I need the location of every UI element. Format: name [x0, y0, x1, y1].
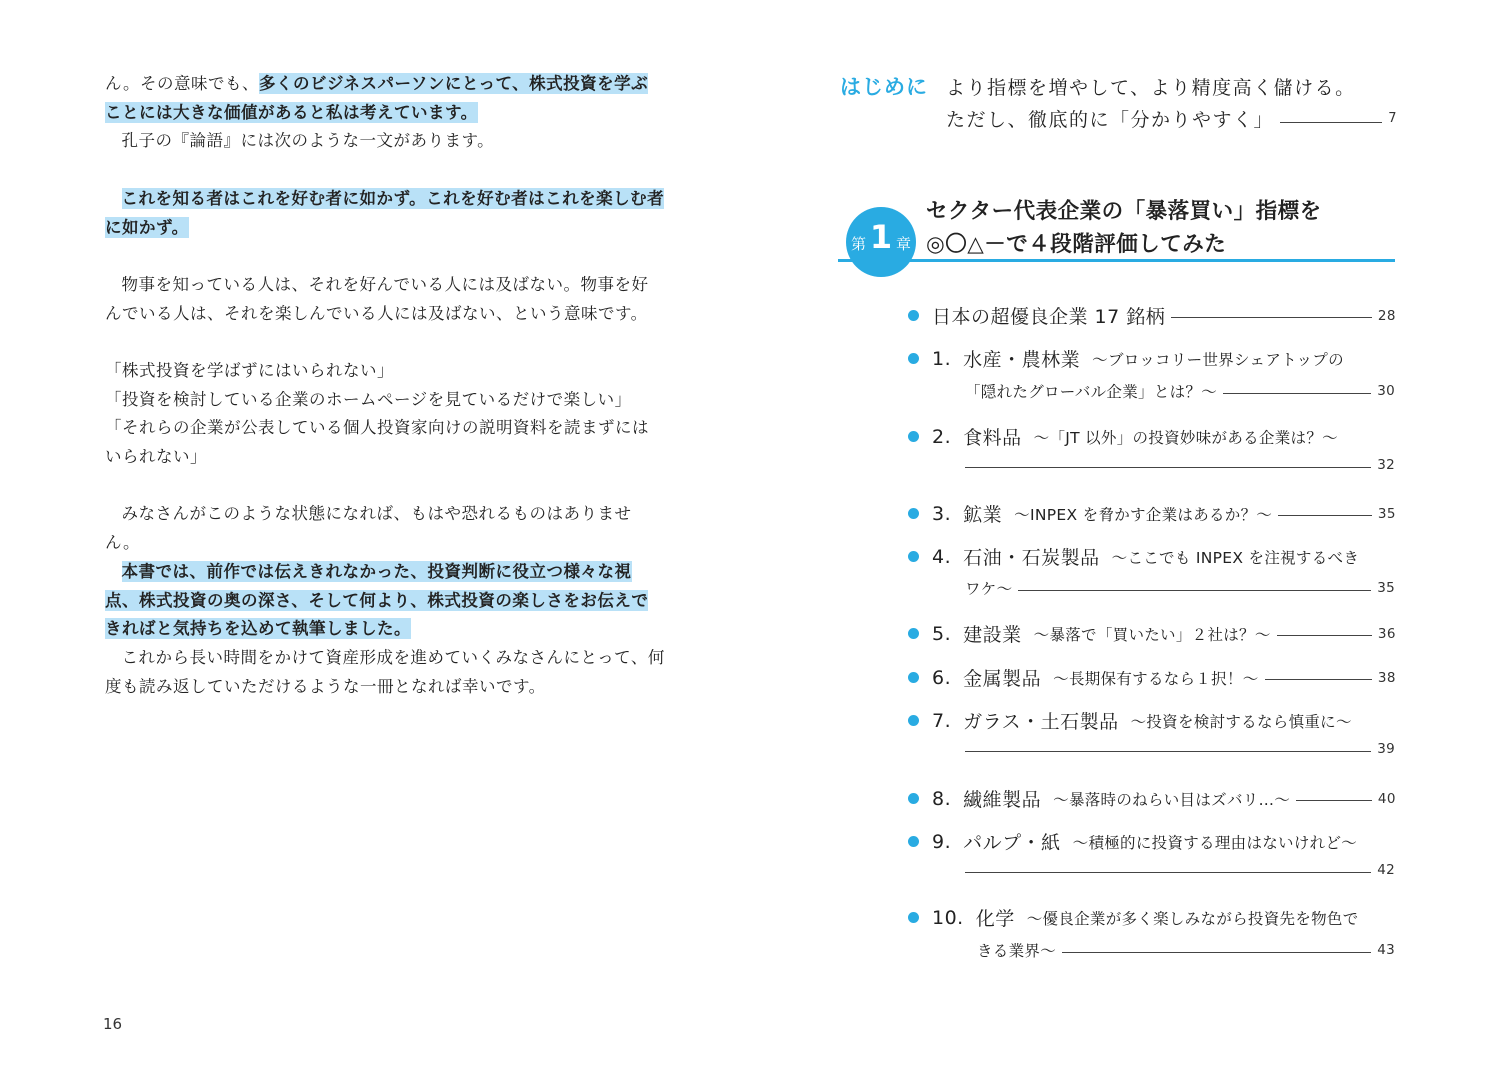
toc-entry[interactable]: [908, 500, 1396, 527]
toc-entry-name: パルプ・紙: [963, 832, 1061, 854]
bullet-icon: [908, 628, 919, 639]
bullet-icon: [908, 551, 919, 562]
toc-entry-name: 繊維製品: [963, 789, 1042, 811]
toc-entry-subtitle: ～暴落時のねらい目はズバリ…～: [1053, 790, 1291, 809]
paragraph-2: 孔子の『論語』には次のような一文があります。: [121, 131, 495, 151]
toc-entry[interactable]: [908, 543, 1396, 570]
bullet-icon: [908, 715, 919, 726]
quote-line-2: 「投資を検討している企業のホームページを見ているだけで楽しい」: [105, 389, 632, 409]
toc-entry-subtitle: ～優良企業が多く楽しみながら投資先を物色で: [1026, 909, 1359, 928]
intro-label[interactable]: はじめに: [840, 75, 928, 99]
leader-line: [965, 751, 1371, 752]
chapter-badge: [846, 207, 916, 277]
quote-line-3: 「それらの企業が公表している個人投資家向けの説明資料を読まずにはいられない」: [105, 418, 649, 467]
toc-entry-name: 石油・石炭製品: [963, 547, 1100, 569]
toc-page-number: 42: [1377, 862, 1395, 878]
toc-entry-name: 化学: [975, 908, 1015, 930]
chapter-title[interactable]: [926, 195, 1322, 261]
toc-entry-continuation[interactable]: [965, 741, 1395, 757]
leader-line: [1277, 635, 1372, 636]
leader-line: [1171, 317, 1372, 318]
toc-page-number: 38: [1377, 669, 1396, 686]
paragraph-4: みなさんがこのような状態になれば、もはや恐れるものはありません。: [105, 504, 632, 553]
right-page: [750, 0, 1500, 1073]
chapter-badge-number: 1: [869, 218, 893, 256]
toc-entry-name: 鉱業: [963, 504, 1003, 526]
leader-line: [1062, 952, 1371, 953]
bullet-icon: [908, 310, 919, 321]
chapter-badge-suffix: 章: [895, 235, 911, 253]
toc-page-number: 36: [1377, 625, 1396, 642]
bullet-icon: [908, 793, 919, 804]
paragraph-6: これから長い時間をかけて資産形成を進めていくみなさんにとって、何度も読み返していただけるような一冊となれば幸いです。: [105, 648, 665, 696]
toc-entry[interactable]: [908, 302, 1396, 329]
bullet-icon: [908, 836, 919, 847]
toc-entry-number: 5.: [932, 622, 952, 645]
toc-entry-subtitle: ～積極的に投資する理由はないけれど～: [1072, 833, 1358, 852]
toc-entry-subtitle: ～ブロッコリー世界シェアトップの: [1092, 350, 1344, 369]
toc-entry-subtitle: ～暴落で「買いたい」２社は？～: [1033, 625, 1271, 644]
toc-entry-name: 金属製品: [963, 668, 1042, 690]
toc-entry-continuation[interactable]: [965, 457, 1395, 473]
intro-title-line-1[interactable]: より指標を増やして、より精度高く儲ける。: [946, 77, 1356, 99]
quote-analects: [105, 185, 665, 242]
toc-page-number: 43: [1377, 942, 1395, 958]
bullet-icon: [908, 912, 919, 923]
paragraph-1-start: ん。その意味でも、: [105, 74, 259, 93]
quote-highlight: これを知る者はこれを好む者に如かず。これを好む者はこれを楽しむ者に如かず。: [105, 188, 665, 237]
toc-entry[interactable]: [908, 785, 1396, 812]
toc-entry-continuation[interactable]: [977, 939, 1395, 961]
toc-entry[interactable]: [908, 423, 1396, 450]
bullet-icon: [908, 431, 919, 442]
bullet-icon: [908, 508, 919, 519]
page-number: 16: [103, 1015, 123, 1033]
toc-entry-name: 食料品: [963, 427, 1022, 449]
leader-line: [1018, 590, 1371, 591]
paragraph-1-highlight: 多くのビジネスパーソンにとって、株式投資を学ぶことには大きな価値があると私は考えています。: [105, 74, 649, 122]
toc-entry-number: 8.: [932, 787, 952, 810]
toc-page-number: 40: [1377, 790, 1396, 807]
toc-entry-subtitle: ～INPEX を脅かす企業はあるか？～: [1014, 505, 1273, 524]
leader-line: [965, 872, 1371, 873]
toc-entry-subtitle: ～「JT 以外」の投資妙味がある企業は？～: [1033, 428, 1338, 447]
bullet-icon: [908, 672, 919, 683]
toc-entry-number: 6.: [932, 666, 952, 689]
toc-entry-subtitle: ～ここでも INPEX を注視するべき: [1111, 548, 1360, 567]
toc-entry-subtitle-cont: ワケ～: [965, 580, 1013, 598]
toc-entry-number: 10.: [932, 906, 964, 929]
toc-page-number: 39: [1377, 741, 1395, 757]
paragraph-5-highlight: 本書では、前作では伝えきれなかった、投資判断に役立つ様々な視点、株式投資の奥の深さ、そして何より、株式投資の楽しさをお伝えできればと気持ちを込めて執筆しました。: [105, 561, 649, 639]
toc-entry-continuation[interactable]: [965, 380, 1395, 402]
leader-line: [1280, 122, 1382, 123]
toc-page-number: 30: [1377, 383, 1395, 399]
toc-entry-number: 2.: [932, 425, 952, 448]
toc-entry-name: 水産・農林業: [963, 349, 1081, 371]
intro-title-line-2[interactable]: [946, 105, 1398, 132]
toc-entry-name: 建設業: [963, 624, 1022, 646]
toc-page-number: 28: [1377, 307, 1396, 324]
toc-entry-number: 4.: [932, 545, 952, 568]
toc-entry-continuation[interactable]: [965, 862, 1395, 878]
chapter-badge-prefix: 第: [851, 235, 867, 253]
paragraph-3: 物事を知っている人は、それを好んでいる人には及ばない。物事を好んでいる人は、それを楽しんでいる人には及ばない、という意味です。: [105, 274, 649, 323]
toc-entry[interactable]: [908, 904, 1396, 931]
intro-page-number: 7: [1388, 111, 1398, 126]
toc-page-number: 32: [1377, 457, 1395, 473]
toc-entry-name: 日本の超優良企業 17 銘柄: [932, 306, 1166, 328]
toc-entry-subtitle: ～投資を検討するなら慎重に～: [1130, 712, 1352, 731]
chapter-title-line-2: ◎〇△－で４段階評価してみた: [926, 232, 1227, 257]
toc-entry-number: 9.: [932, 830, 952, 853]
toc-entry[interactable]: [908, 620, 1396, 647]
paragraph-5: [105, 558, 665, 644]
toc-entry-number: 3.: [932, 502, 952, 525]
toc-entry-subtitle: ～長期保有するなら１択！～: [1053, 669, 1259, 688]
chapter-title-line-1: セクター代表企業の「暴落買い」指標を: [926, 199, 1322, 224]
body-text: [105, 70, 665, 701]
toc-entry[interactable]: [908, 345, 1396, 372]
toc-entry-continuation[interactable]: [965, 577, 1395, 599]
toc-entry[interactable]: [908, 828, 1396, 855]
toc-page-number: 35: [1377, 580, 1395, 596]
leader-line: [1296, 800, 1372, 801]
toc-entry[interactable]: [908, 707, 1396, 734]
toc-entry-name: ガラス・土石製品: [963, 711, 1119, 733]
toc-entry[interactable]: [908, 664, 1396, 691]
leader-line: [1265, 679, 1372, 680]
leader-line: [1278, 515, 1372, 516]
intro-title-line-2-text: ただし、徹底的に「分かりやすく」: [946, 109, 1275, 131]
leader-line: [1223, 393, 1371, 394]
toc-entry-number: 1.: [932, 347, 952, 370]
toc-entry-subtitle-cont: きる業界～: [977, 942, 1057, 960]
toc-page-number: 35: [1377, 505, 1396, 522]
quote-line-1: 「株式投資を学ばずにはいられない」: [105, 360, 394, 380]
toc-entry-subtitle-cont: 「隠れたグローバル企業」とは？～: [965, 383, 1218, 401]
leader-line: [965, 467, 1371, 468]
bullet-icon: [908, 353, 919, 364]
toc-entry-number: 7.: [932, 709, 952, 732]
chapter-divider: [838, 259, 1395, 262]
paragraph-1: [105, 70, 665, 127]
